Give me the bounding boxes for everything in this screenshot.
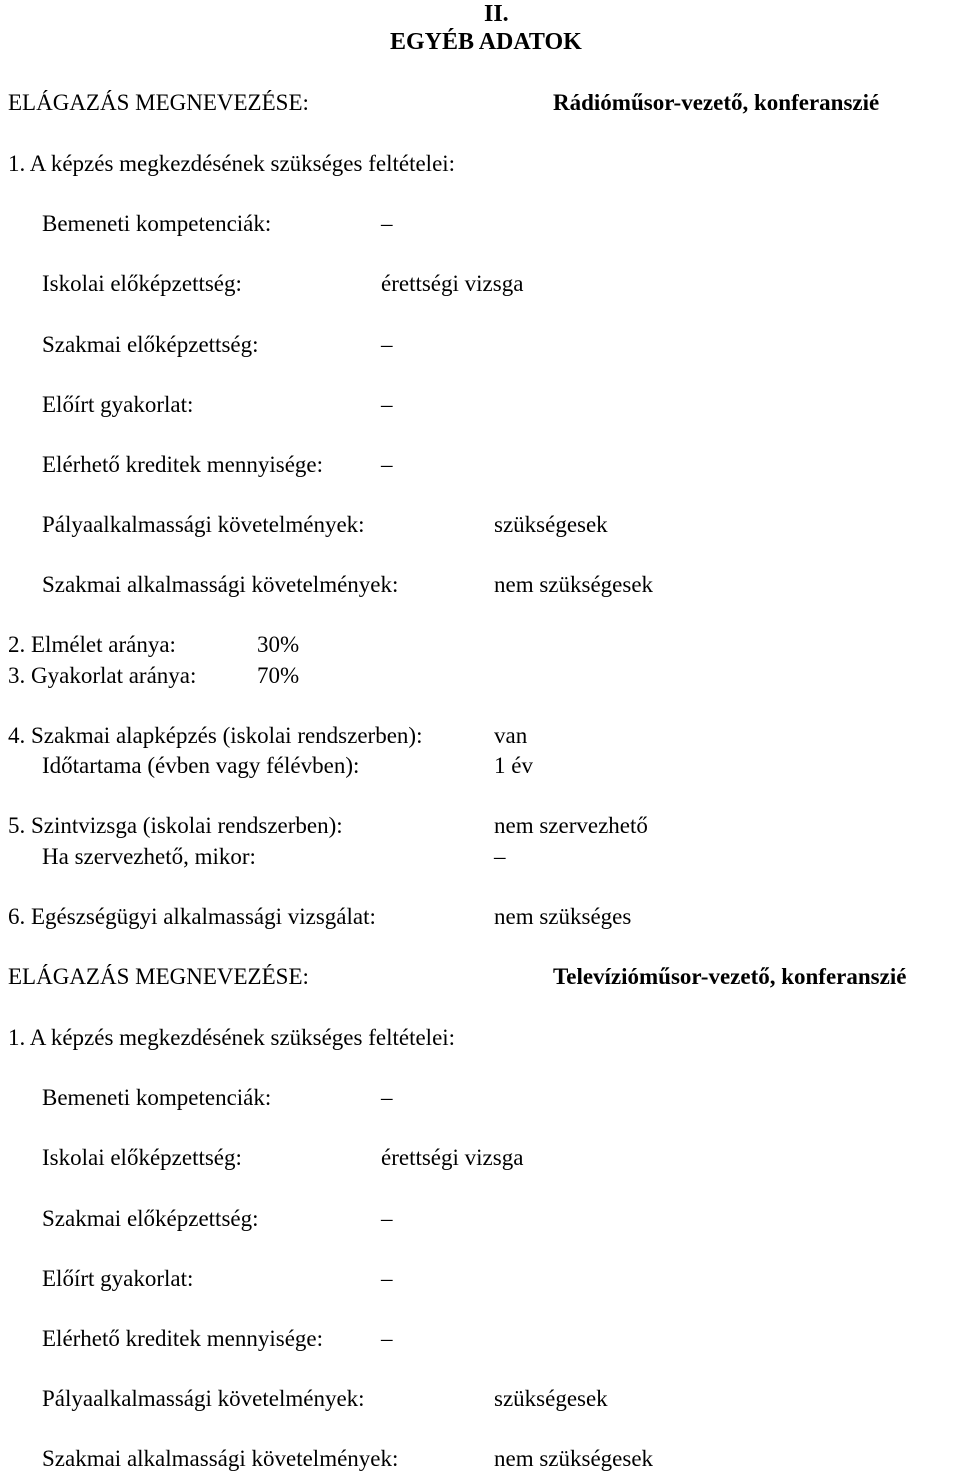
field-label: Iskolai előképzettség: [42, 1145, 242, 1170]
prereq-title: 1. A képzés megkezdésének szükséges feltételei: [8, 1025, 456, 1050]
branch-name: Televízióműsor-vezető, konferanszié [553, 964, 907, 989]
field-label: Előírt gyakorlat: [42, 392, 194, 417]
field-value: nem szükségesek [494, 1446, 654, 1471]
level-exam-when-label: Ha szervezhető, mikor: [42, 844, 256, 869]
duration-label: Időtartama (évben vagy félévben): [42, 753, 360, 778]
part-title: EGYÉB ADATOK [390, 29, 582, 55]
theory-value: 30% [257, 632, 300, 657]
field-value: – [381, 1266, 393, 1291]
field-label: Szakmai előképzettség: [42, 332, 259, 357]
field-label: Szakmai alkalmassági követelmények: [42, 1446, 399, 1471]
health-label: 6. Egészségügyi alkalmassági vizsgálat: [8, 904, 376, 929]
branch-label: ELÁGAZÁS MEGNEVEZÉSE: [8, 964, 309, 989]
field-label: Elérhető kreditek mennyisége: [42, 1326, 324, 1351]
theory-label: 2. Elmélet aránya: [8, 632, 176, 657]
field-value: nem szükségesek [494, 572, 654, 597]
field-label: Iskolai előképzettség: [42, 271, 242, 296]
practice-value: 70% [257, 663, 300, 688]
branch-label: ELÁGAZÁS MEGNEVEZÉSE: [8, 90, 309, 115]
field-label: Pályaalkalmassági követelmények: [42, 512, 365, 537]
field-value: – [381, 392, 393, 417]
field-label: Bemeneti kompetenciák: [42, 1085, 272, 1110]
basic-training-label: 4. Szakmai alapképzés (iskolai rendszerben): [8, 723, 423, 748]
field-value: – [381, 332, 393, 357]
field-value: szükségesek [494, 1386, 608, 1411]
field-value: – [381, 1326, 393, 1351]
field-label: Szakmai előképzettség: [42, 1206, 259, 1231]
duration-value: 1 év [494, 753, 533, 778]
basic-training-value: van [494, 723, 528, 748]
field-value: – [381, 1085, 393, 1110]
field-label: Elérhető kreditek mennyisége: [42, 452, 324, 477]
part-number: II. [484, 1, 509, 27]
field-value: – [381, 452, 393, 477]
field-label: Szakmai alkalmassági követelmények: [42, 572, 399, 597]
field-label: Pályaalkalmassági követelmények: [42, 1386, 365, 1411]
field-value: szükségesek [494, 512, 608, 537]
field-value: – [381, 1206, 393, 1231]
health-value: nem szükséges [494, 904, 632, 929]
field-value: érettségi vizsga [381, 1145, 524, 1170]
field-label: Előírt gyakorlat: [42, 1266, 194, 1291]
field-value: érettségi vizsga [381, 271, 524, 296]
prereq-title: 1. A képzés megkezdésének szükséges feltételei: [8, 151, 456, 176]
level-exam-label: 5. Szintvizsga (iskolai rendszerben): [8, 813, 343, 838]
field-value: – [381, 211, 393, 236]
level-exam-value: nem szervezhető [494, 813, 648, 838]
branch-name: Rádióműsor-vezető, konferanszié [553, 90, 880, 115]
field-label: Bemeneti kompetenciák: [42, 211, 272, 236]
practice-label: 3. Gyakorlat aránya: [8, 663, 197, 688]
level-exam-when-value: – [494, 844, 506, 869]
